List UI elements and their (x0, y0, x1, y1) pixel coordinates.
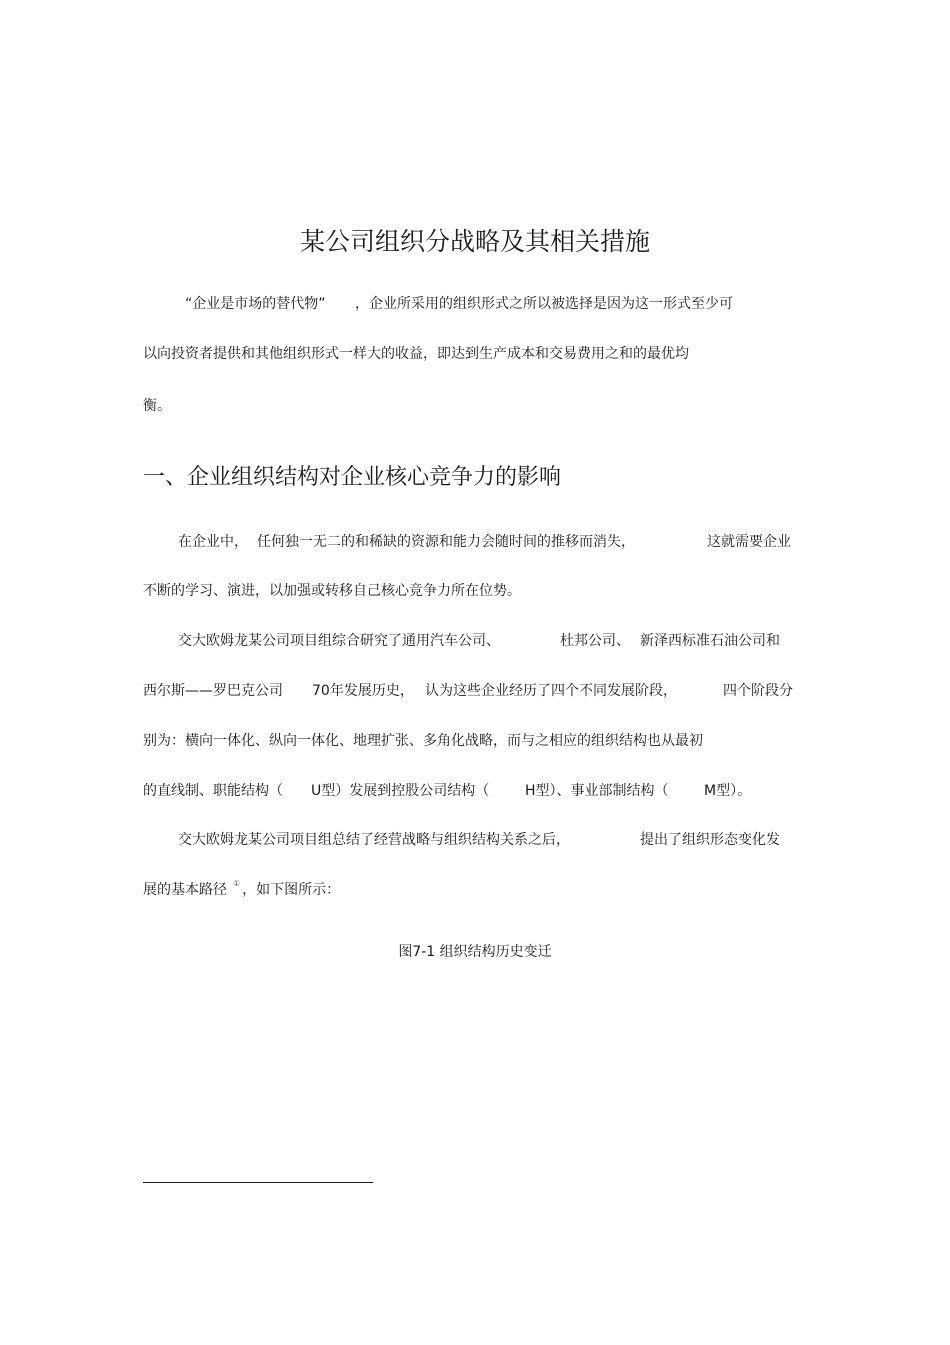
intro-quote: “企业是市场的替代物” (185, 296, 326, 312)
document-page: 某公司组织分战略及其相关措施 “企业是市场的替代物” ，企业所采用的组织形式之所以被选择是因为这一形式至少可 以向投资者提供和其他组织形式一样大的收益，即达到生产成本和交易费用之和的最优均 衡。 一、企业组织结构对企业核心竞争力的影响 在企业中， 任何独一无二的和稀缺的资源和能力会随时间的推移而消失， 这就需要企业 不断的学习、演进，以加强或转移自己核心竞争力所在位势。 交大欧姆龙某公司项目组综合研究了通用汽车公司、 杜邦公司、 新泽西标准石油公司和 西尔斯——罗巴克公司 70年发展历史， 认为这些企业经历了四个不同发展阶段， 四个阶段分 别为：横向一体化、纵向一体化、地理扩张、多角化战略，而与之相应的组织结构也从最初 的直线制、职能结构（ U型）发展到控股公司结构（ H型）、事业部制结构（ M型）。 交大欧姆龙某公司项目组总结了经营战略与组织结构关系之后， 提出了组织形态变化发 展的基本路径 ① ，如下图所示： 图7-1 组织结构历史变迁 (0, 0, 950, 1345)
para1-line-2: 不断的学习、演进，以加强或转移自己核心竞争力所在位势。 (143, 583, 521, 599)
footnote-marker[interactable]: ① (233, 879, 241, 888)
footnote-divider (143, 1182, 373, 1183)
intro-line-2: 以向投资者提供和其他组织形式一样大的收益，即达到生产成本和交易费用之和的最优均 (143, 346, 689, 362)
document-title: 某公司组织分战略及其相关措施 (299, 227, 650, 256)
para3-line-2: 展的基本路径 ① ，如下图所示： (143, 879, 341, 898)
intro-text: ，企业所采用的组织形式之所以被选择是因为这一形式至少可 (355, 296, 733, 312)
intro-line-3: 衡。 (143, 398, 171, 414)
section-heading: 一、企业组织结构对企业核心竞争力的影响 (143, 465, 562, 490)
para2-line-3: 别为：横向一体化、纵向一体化、地理扩张、多角化战略，而与之相应的组织结构也从最初 (143, 733, 703, 749)
figure-caption: 图7-1 组织结构历史变迁 (398, 944, 552, 960)
